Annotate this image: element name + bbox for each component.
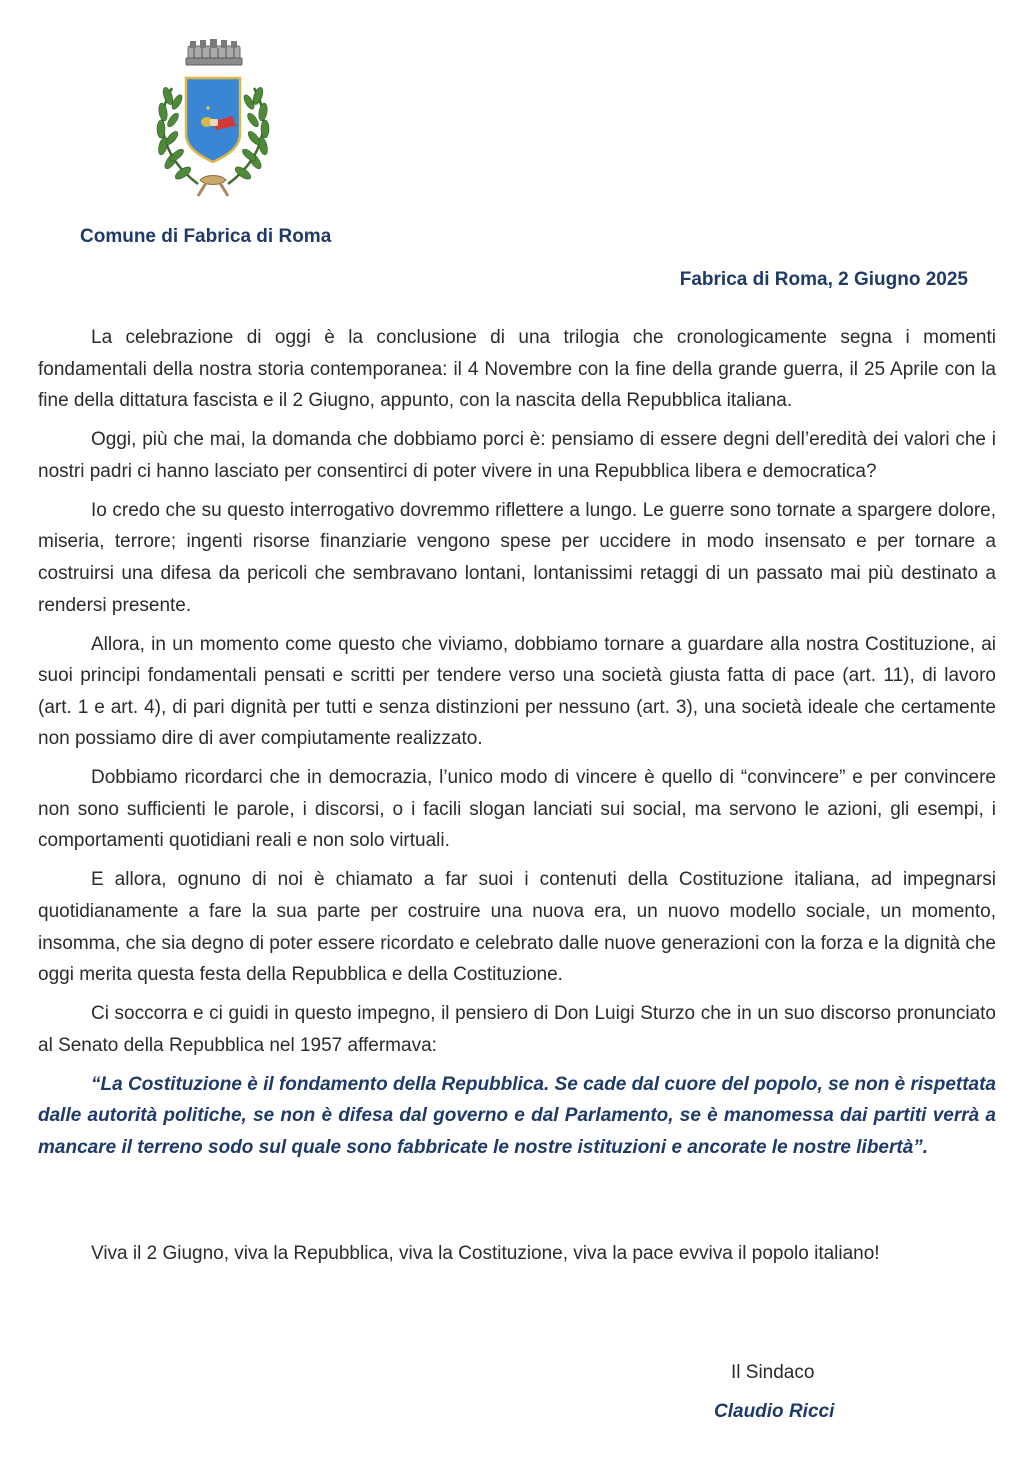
body-paragraph: Ci soccorra e ci guidi in questo impegno, il pensiero di Don Luigi Sturzo che in un suo discorso pronunciato al Senato della Repubblica nel 1957 affermava: (38, 1003, 996, 1056)
signature-name: Claudio Ricci (714, 1401, 835, 1422)
body-paragraph: Oggi, più che mai, la domanda che dobbiamo porci è: pensiamo di essere degni dell’eredità dei valori che i nostri padri ci hanno lasciato per consentirci di poter vivere in una Repubblica libera e democratica? (38, 429, 996, 482)
municipal-coat-of-arms-icon (150, 36, 276, 198)
body-paragraph: La celebrazione di oggi è la conclusione di una trilogia che cronologicamente segna i momenti fondamentali della nostra storia contemporanea: il 4 Novembre con la fine della grande guerra, il 25 Aprile con la fine della dittatura fascista e il 2 Giugno, appunto, con la nascita della Repubblica italiana. (38, 327, 996, 412)
body-paragraph: E allora, ognuno di noi è chiamato a far suoi i contenuti della Costituzione italiana, ad impegnarsi quotidianamente a fare la sua parte per costruire una nuova era, un nuovo modello sociale, un momento, insomma, che sia degno di poter essere ricordato e celebrato dalle nuove generazioni con la forza e la dignità che oggi merita questa festa della Repubblica e della Costituzione. (38, 869, 996, 986)
body-paragraph: Dobbiamo ricordarci che in democrazia, l’unico modo di vincere è quello di “convincere” e per convincere non sono sufficienti le parole, i discorsi, o i facili slogan lanciati sui social, ma servono le azioni, gli esempi, i comportamenti quotidiani reali e non solo virtuali. (38, 767, 996, 852)
place-and-date: Fabrica di Roma, 2 Giugno 2025 (679, 269, 968, 290)
municipality-heading: Comune di Fabrica di Roma (80, 226, 332, 247)
ribbon-icon (198, 176, 228, 197)
signature-role: Il Sindaco (731, 1362, 815, 1383)
sturzo-quote: “La Costituzione è il fondamento della Repubblica. Se cade dal cuore del popolo, se non è rispettata dalle autorità politiche, se non è difesa dal governo e dal Parlamento, se è manomessa dai partiti verrà a mancare il terreno sodo sul quale sono fabbricate le nostre istituzioni e ancorate le nostre libertà”. (38, 1073, 996, 1158)
crown-icon (186, 39, 242, 65)
shield-icon (186, 78, 240, 162)
closing-line: Viva il 2 Giugno, viva la Repubblica, viva la Costituzione, viva la pace evviva il popolo italiano! (91, 1243, 880, 1264)
letter-body (38, 322, 996, 1171)
body-paragraph: Allora, in un momento come questo che viviamo, dobbiamo tornare a guardare alla nostra Costituzione, ai suoi principi fondamentali pensati e scritti per tendere verso una società giusta fatta di pace (art. 11), di lavoro (art. 1 e art. 4), di pari dignità per tutti e senza distinzioni per nessuno (art. 3), una società ideale che certamente non possiamo dire di aver compiutamente realizzato. (38, 633, 996, 750)
body-paragraph: Io credo che su questo interrogativo dovremmo riflettere a lungo. Le guerre sono tornate a spargere dolore, miseria, terrore; ingenti risorse finanziarie vengono spese per uccidere in modo insensato e per tornare a costruirsi una difesa da pericoli che sembravano lontani, lontanissimi retaggi di un passato mai più destinato a rendersi presente. (38, 499, 996, 616)
